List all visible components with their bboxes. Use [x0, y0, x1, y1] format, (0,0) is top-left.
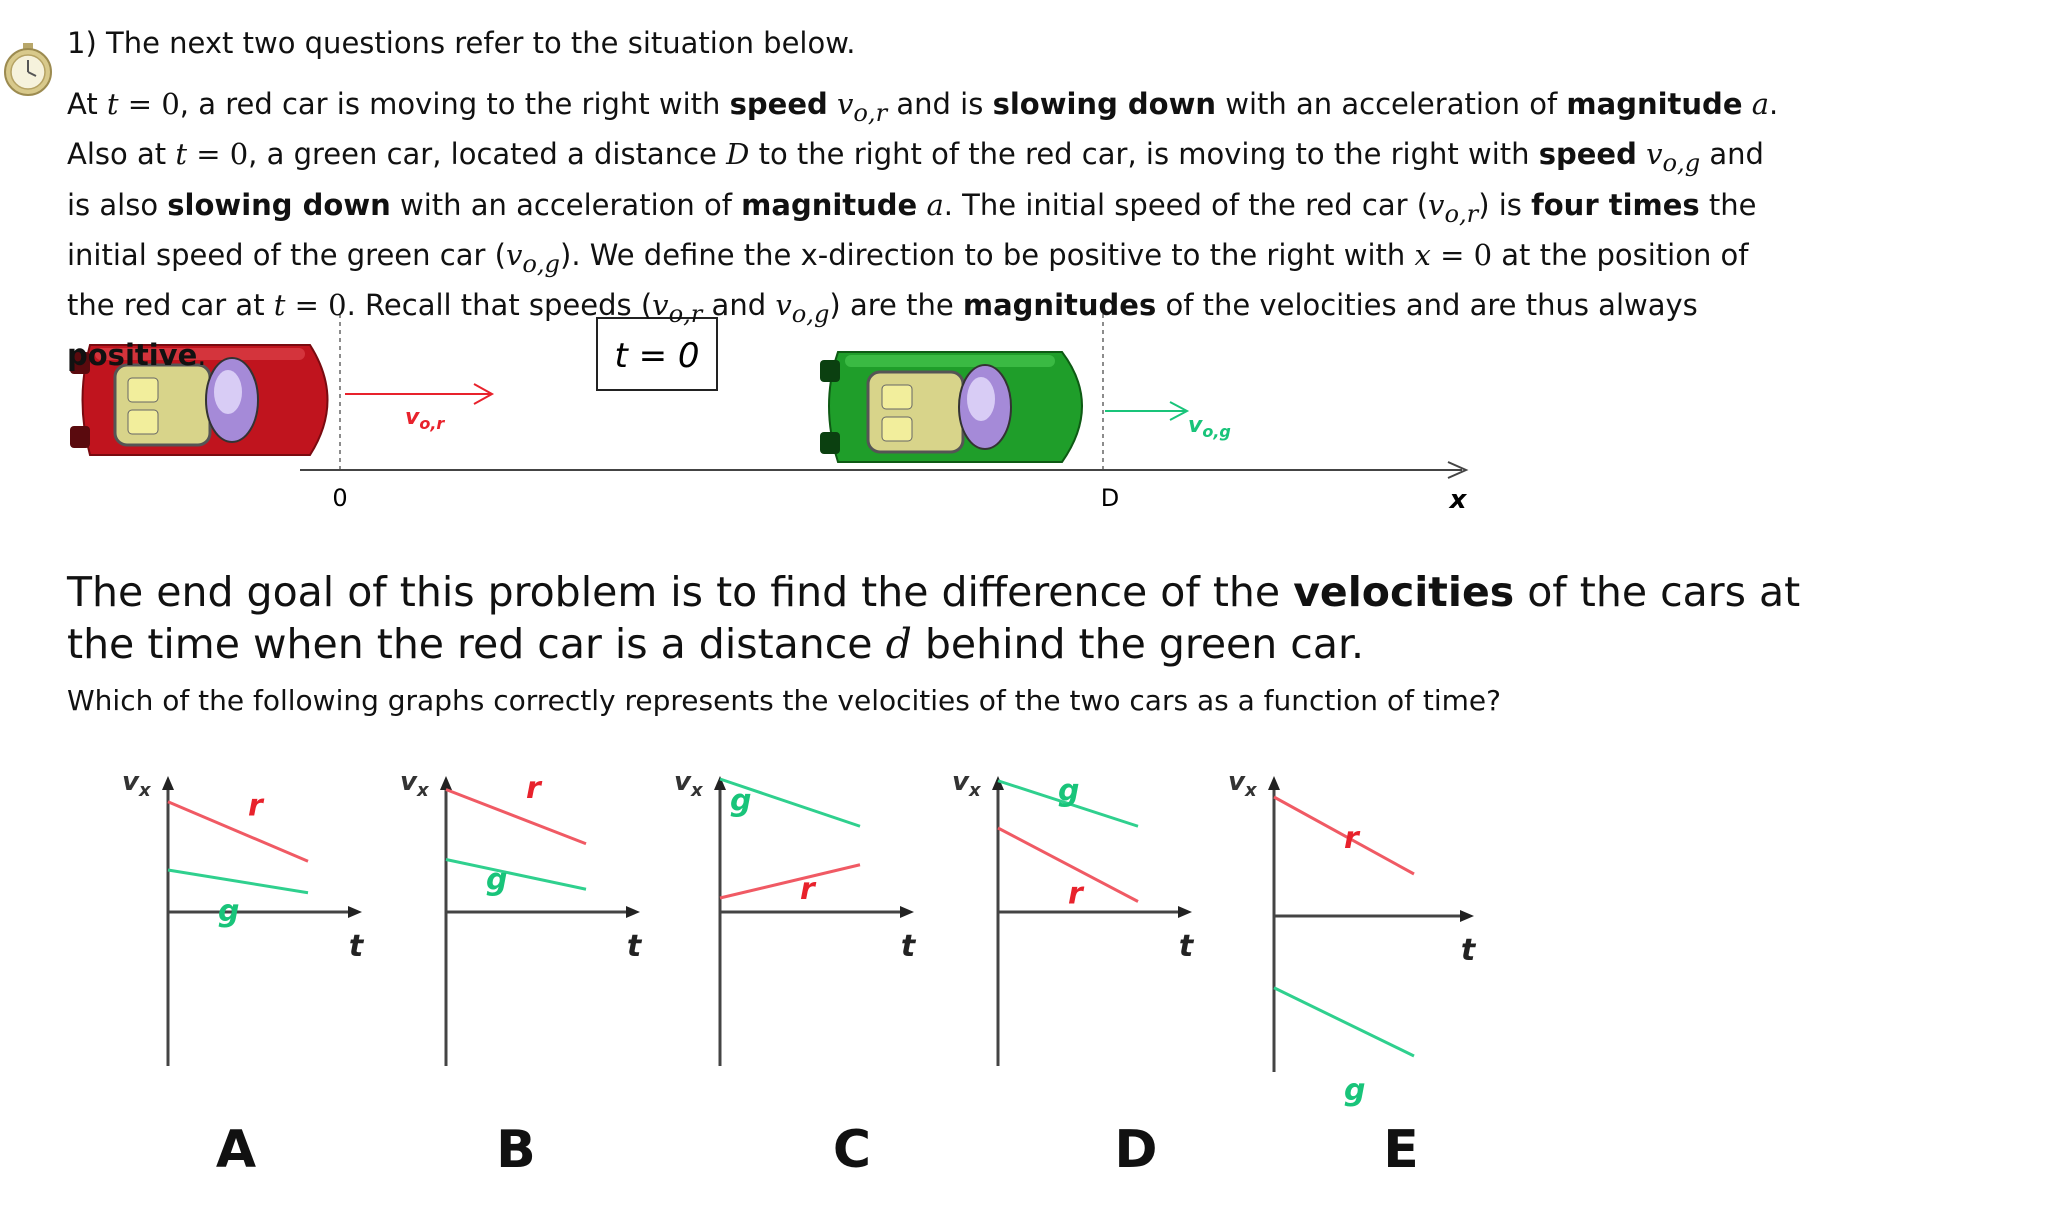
graph-A-green-line [168, 870, 308, 893]
option-label-D[interactable]: D [1114, 1120, 1158, 1180]
graph-C-green-label: g [730, 783, 752, 819]
graph-E-y-label: $v_x$ [1228, 767, 1257, 801]
graph-B-red-line [446, 790, 586, 844]
graph-E-green-label: g [1344, 1073, 1366, 1108]
graph-D-y-label: $v_x$ [952, 767, 981, 801]
graph-D-t-arrowhead [1178, 906, 1192, 918]
graph-B-green-line [446, 860, 586, 890]
graph-B-red-label: r [526, 770, 541, 806]
graph-E-y-arrowhead [1268, 776, 1280, 790]
graph-A-y-label: $v_x$ [122, 767, 151, 801]
D-label: D [1100, 484, 1120, 512]
graph-C-t-label: t [900, 929, 916, 964]
graph-E-t-label: t [1460, 933, 1476, 968]
graph-D-green-label: g [1058, 773, 1080, 809]
red-velocity-label: $v_{o,r}$ [405, 405, 445, 433]
graph-C-y-label: $v_x$ [674, 767, 703, 801]
option-label-B[interactable]: B [496, 1120, 536, 1180]
graph-A-red-line [168, 802, 308, 862]
green-velocity-label: $v_{o,g}$ [1188, 413, 1231, 441]
graph-A-y-arrowhead [162, 776, 174, 790]
problem-paragraph: At t = 0, a red car is moving to the right with speed $v_{o,r}$ and is slowing down with an acceleration of magnitude a. Also at t = 0, a green car, located a distance D to the right of the red car, is moving to the right with speed $v_{o,g}$ and is also slowing down with an acceleration of magnitude a. The initial speed of the red car $(v_{o,r})$ is four times the initial speed of the green car $(v_{o,g})$. We define the x-direction to be positive to the right with x = 0 at the position of the red car at t = 0. Recall that speeds ($v_{o,r}$ and $v_{o,g}$) are the magnitudes of the velocities and are thus always positive. [67, 87, 1779, 373]
graph-C-red-line [720, 865, 860, 898]
question-header: 1) The next two questions refer to the situation below. [67, 26, 856, 60]
graph-A-green-label: g [218, 893, 240, 929]
graph-A-t-label: t [348, 929, 364, 964]
graph-C-t-arrowhead [900, 906, 914, 918]
graph-A-t-arrowhead [348, 906, 362, 918]
graph-E-green-line [1274, 988, 1414, 1056]
graph-B-green-label: g [486, 862, 508, 898]
answer-graphs [122, 767, 1477, 1108]
graph-B-t-label: t [626, 929, 642, 964]
graph-B-t-arrowhead [626, 906, 640, 918]
question-prompt: Which of the following graphs correctly represents the velocities of the two cars as a function of time? [67, 684, 1501, 717]
goal-statement: The end goal of this problem is to find the difference of the velocities of the cars at the time when the red car is a distance d behind the green car. [67, 568, 1801, 668]
graph-B-y-label: $v_x$ [400, 767, 429, 801]
option-label-E[interactable]: E [1383, 1120, 1419, 1180]
graph-A-red-label: r [248, 788, 263, 824]
graph-E-t-arrowhead [1460, 910, 1474, 922]
graph-E-red-label: r [1344, 821, 1359, 856]
x-axis-label: x [1449, 485, 1467, 515]
graph-C-red-label: r [800, 871, 815, 907]
graph-D-red-label: r [1068, 876, 1083, 912]
graph-C-y-arrowhead [714, 776, 726, 790]
origin-label: 0 [332, 484, 348, 512]
graph-B-y-arrowhead [440, 776, 452, 790]
time-box-label: t = 0 [614, 336, 700, 376]
option-label-C[interactable]: C [832, 1120, 872, 1180]
option-label-A[interactable]: A [215, 1120, 257, 1180]
graph-D-t-label: t [1178, 929, 1194, 964]
stopwatch-icon [5, 43, 51, 95]
